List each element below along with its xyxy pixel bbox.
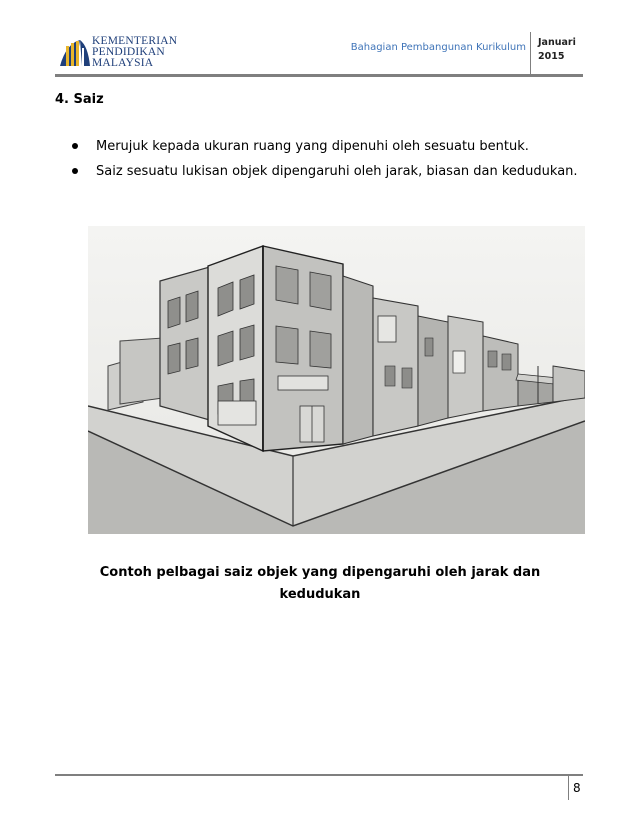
logo-line-2: PENDIDIKAN bbox=[92, 46, 165, 58]
header-date-month: Januari bbox=[538, 37, 576, 48]
logo-wordmark bbox=[92, 36, 177, 69]
header-date-year: 2015 bbox=[538, 51, 565, 62]
bullet-item bbox=[72, 136, 580, 157]
bullet-text: Merujuk kepada ukuran ruang yang dipenuhi oleh sesuatu bentuk. bbox=[96, 139, 529, 154]
logo-line-1: KEMENTERIAN bbox=[92, 35, 178, 47]
bullet-list bbox=[72, 136, 580, 186]
header-rule bbox=[55, 74, 583, 77]
footer-rule bbox=[55, 774, 583, 776]
figure-caption-line-2: kedudukan bbox=[279, 587, 361, 602]
header-divider bbox=[530, 32, 531, 74]
section-heading: 4. Saiz bbox=[55, 92, 104, 107]
bullet-icon bbox=[72, 143, 78, 149]
figure-caption bbox=[80, 562, 560, 606]
footer-divider bbox=[568, 776, 569, 800]
logo-line-3: MALAYSIA bbox=[92, 57, 154, 69]
page-number: 8 bbox=[573, 781, 581, 795]
bullet-item bbox=[72, 161, 580, 182]
bullet-text: Saiz sesuatu lukisan objek dipengaruhi oleh jarak, biasan dan kedudukan. bbox=[96, 164, 578, 179]
perspective-street-sketch bbox=[88, 226, 585, 534]
figure-caption-line-1: Contoh pelbagai saiz objek yang dipengaruhi oleh jarak dan bbox=[99, 565, 541, 580]
bullet-icon bbox=[72, 168, 78, 174]
header-date bbox=[538, 36, 576, 64]
department-name: Bahagian Pembangunan Kurikulum bbox=[350, 42, 526, 53]
